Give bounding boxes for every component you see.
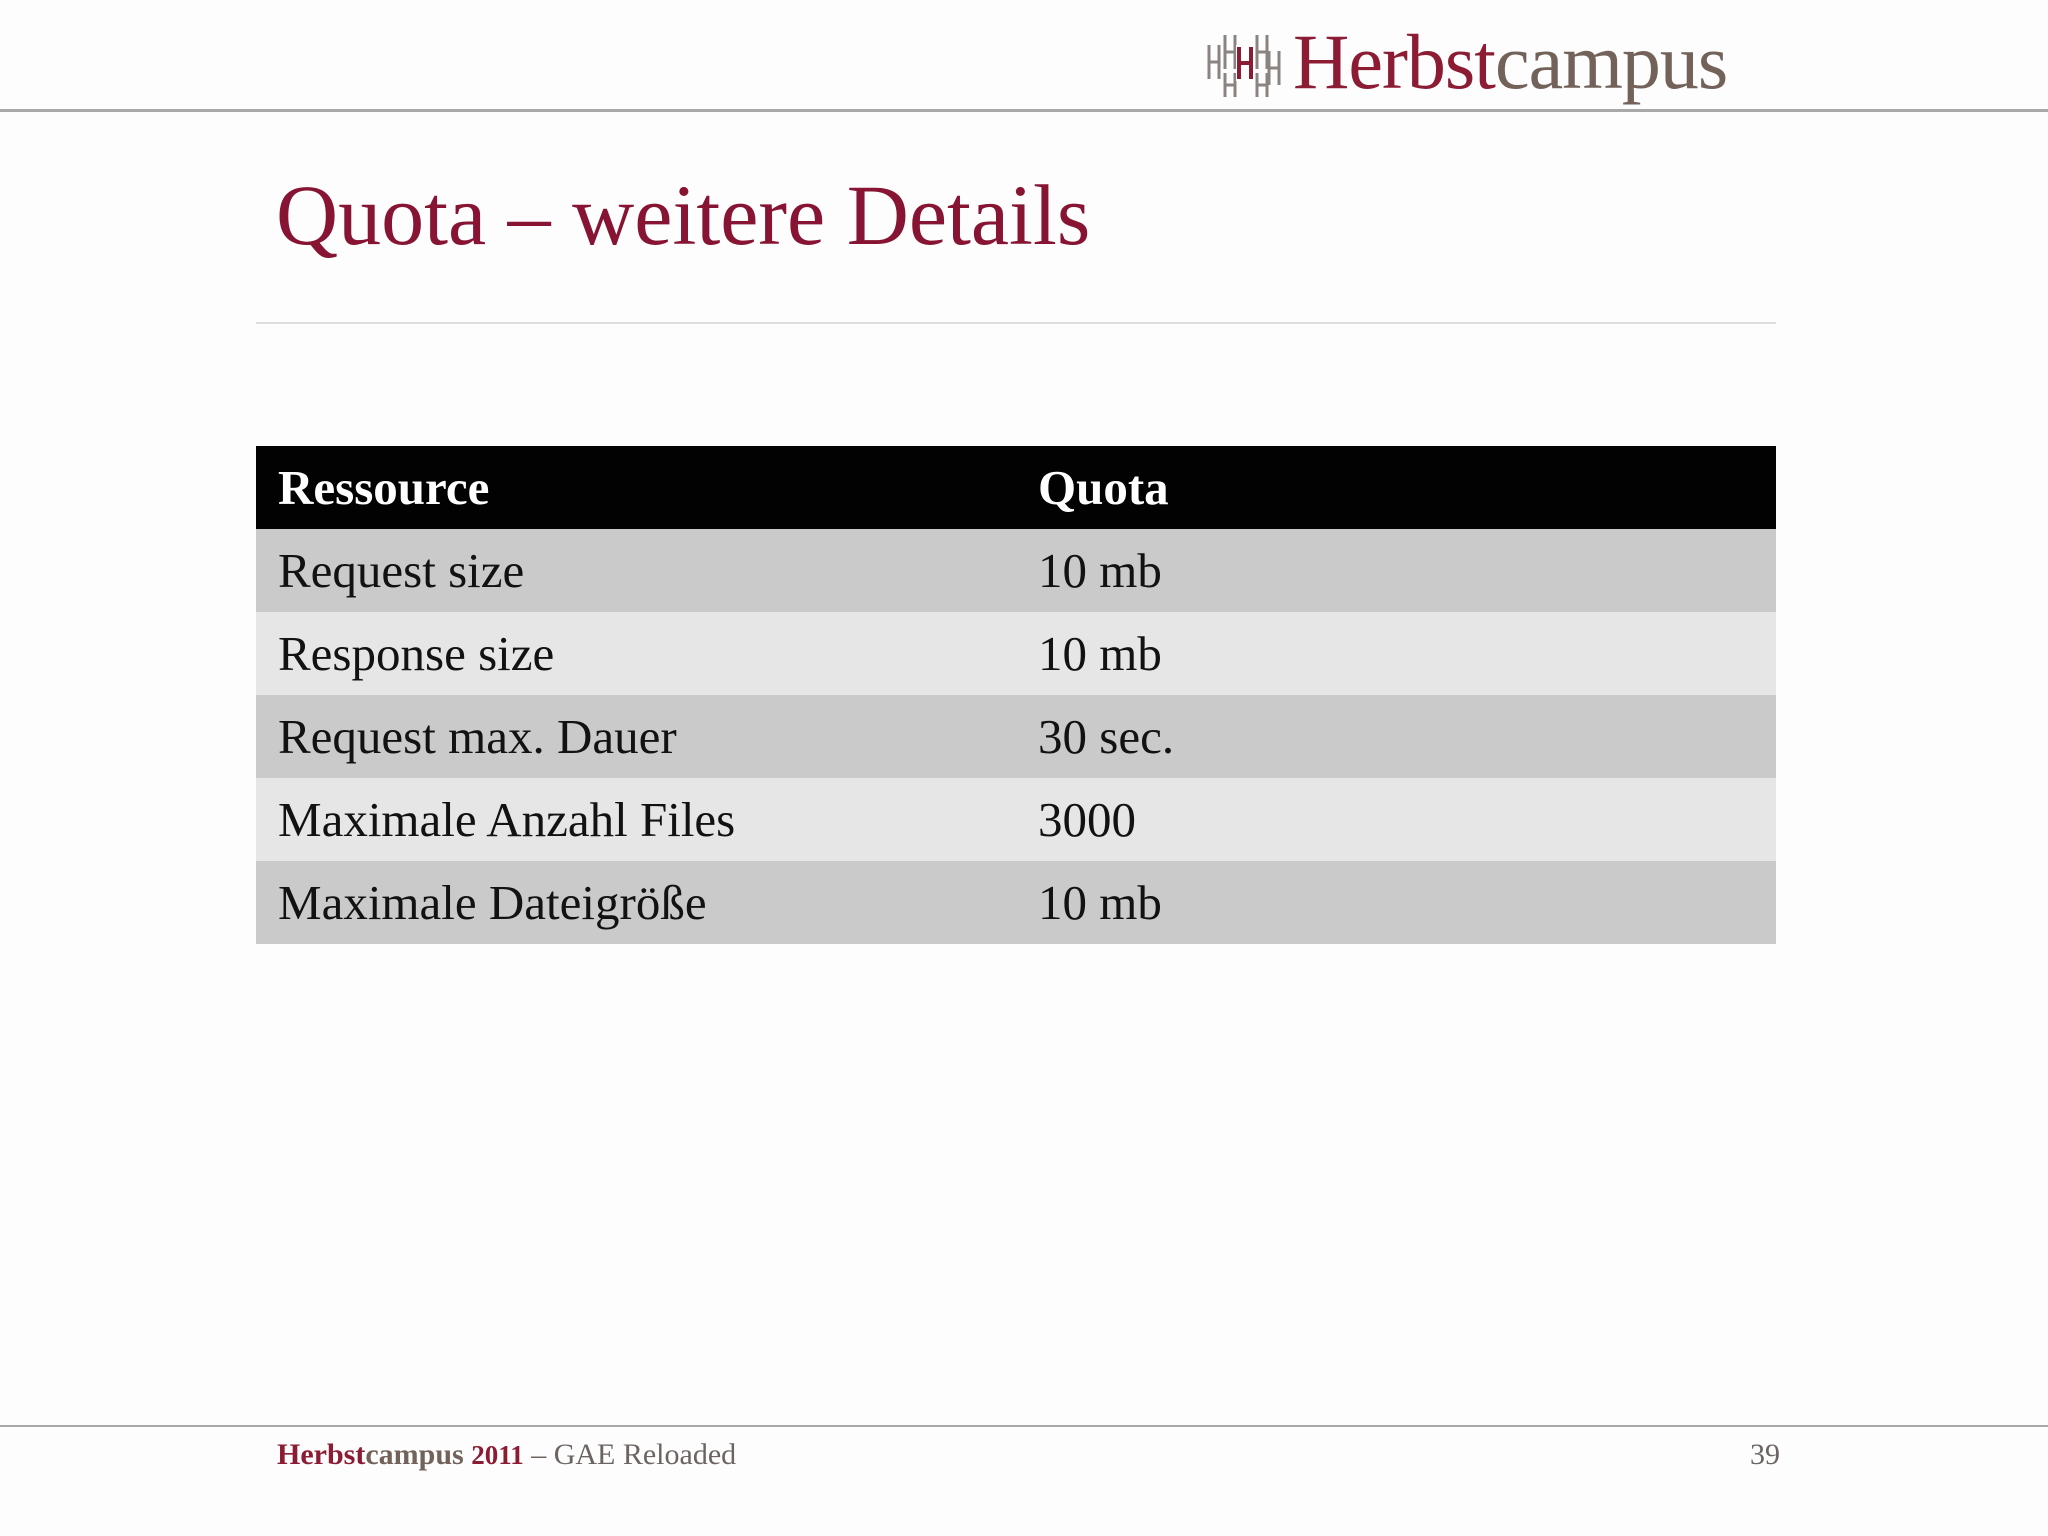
logo-wordmark: [1293, 18, 1728, 105]
table-row: [256, 612, 1776, 695]
herbstcampus-logo: [1205, 14, 1727, 110]
title-divider: [256, 322, 1776, 324]
footer-caption: [277, 1440, 736, 1470]
ressource-cell: Maximale Anzahl Files: [256, 778, 1016, 861]
ressource-cell: Request size: [256, 529, 1016, 612]
logo-text-primary: Herbst: [1293, 18, 1495, 105]
ressource-cell: Response size: [256, 612, 1016, 695]
footer-brand-secondary: campus: [365, 1438, 464, 1471]
table-header-row: [256, 446, 1776, 529]
table-row: [256, 861, 1776, 944]
header-divider: [0, 109, 2048, 112]
quota-cell: 10 mb: [1016, 861, 1776, 944]
footer-divider: [0, 1425, 2048, 1427]
table-row: [256, 695, 1776, 778]
footer-subtitle: GAE Reloaded: [553, 1438, 737, 1471]
column-header-quota: Quota: [1016, 446, 1776, 529]
footer-brand-primary: Herbst: [277, 1438, 366, 1471]
quota-cell: 3000: [1016, 778, 1776, 861]
slide-title: Quota – weitere Details: [276, 167, 1091, 263]
quota-cell: 10 mb: [1016, 529, 1776, 612]
quota-cell: 10 mb: [1016, 612, 1776, 695]
quota-cell: 30 sec.: [1016, 695, 1776, 778]
quota-table: [256, 446, 1776, 944]
ressource-cell: Request max. Dauer: [256, 695, 1016, 778]
table-row: [256, 529, 1776, 612]
footer-separator: –: [531, 1438, 547, 1471]
ressource-cell: Maximale Dateigröße: [256, 861, 1016, 944]
page-number: 39: [1750, 1438, 1780, 1471]
footer-year: 2011: [471, 1440, 524, 1470]
table-row: [256, 778, 1776, 861]
column-header-ressource: Ressource: [256, 446, 1016, 529]
logo-text-secondary: campus: [1494, 18, 1728, 105]
herbstcampus-logo-mark-icon: [1205, 23, 1283, 101]
